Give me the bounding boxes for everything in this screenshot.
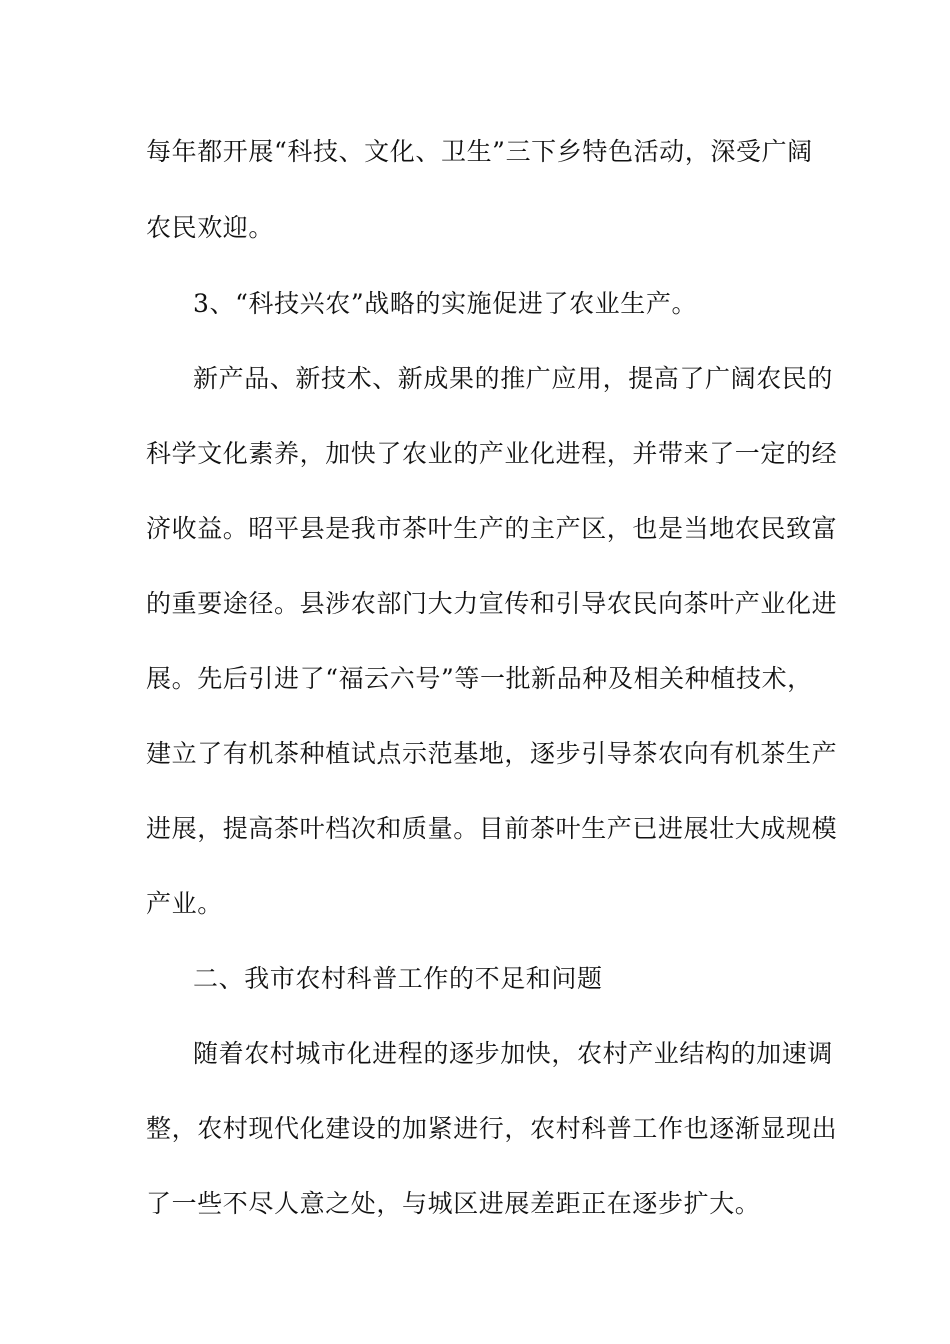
- paragraph-line: 了一些不尽人意之处，与城区进展差距正在逐步扩大。: [146, 1189, 761, 1218]
- paragraph-line: 随着农村城市化进程的逐步加快，农村产业结构的加速调: [193, 1039, 834, 1068]
- paragraph-line: 建立了有机茶种植试点示范基地，逐步引导茶农向有机茶生产: [146, 739, 838, 768]
- paragraph-line: 展。先后引进了“福云六号”等一批新品种及相关种植技术，: [146, 664, 813, 693]
- paragraph-line: 的重要途径。县涉农部门大力宣传和引导农民向茶叶产业化进: [146, 589, 838, 618]
- numbered-heading: 3、“科技兴农”战略的实施促进了农业生产。: [193, 289, 698, 318]
- section-heading: 二、我市农村科普工作的不足和问题: [193, 964, 603, 993]
- paragraph-line: 进展，提高茶叶档次和质量。目前茶叶生产已进展壮大成规模: [146, 814, 838, 843]
- paragraph-line: 科学文化素养，加快了农业的产业化进程，并带来了一定的经: [146, 439, 838, 468]
- paragraph-line: 产业。: [146, 889, 223, 918]
- paragraph-line: 农民欢迎。: [146, 213, 275, 242]
- paragraph-line: 济收益。昭平县是我市茶叶生产的主产区，也是当地农民致富: [146, 514, 838, 543]
- paragraph-line: 每年都开展“科技、文化、卫生”三下乡特色活动，深受广阔: [146, 137, 813, 166]
- paragraph-line: 新产品、新技术、新成果的推广应用，提高了广阔农民的: [193, 364, 834, 393]
- paragraph-line: 整，农村现代化建设的加紧进行，农村科普工作也逐渐显现出: [146, 1114, 838, 1143]
